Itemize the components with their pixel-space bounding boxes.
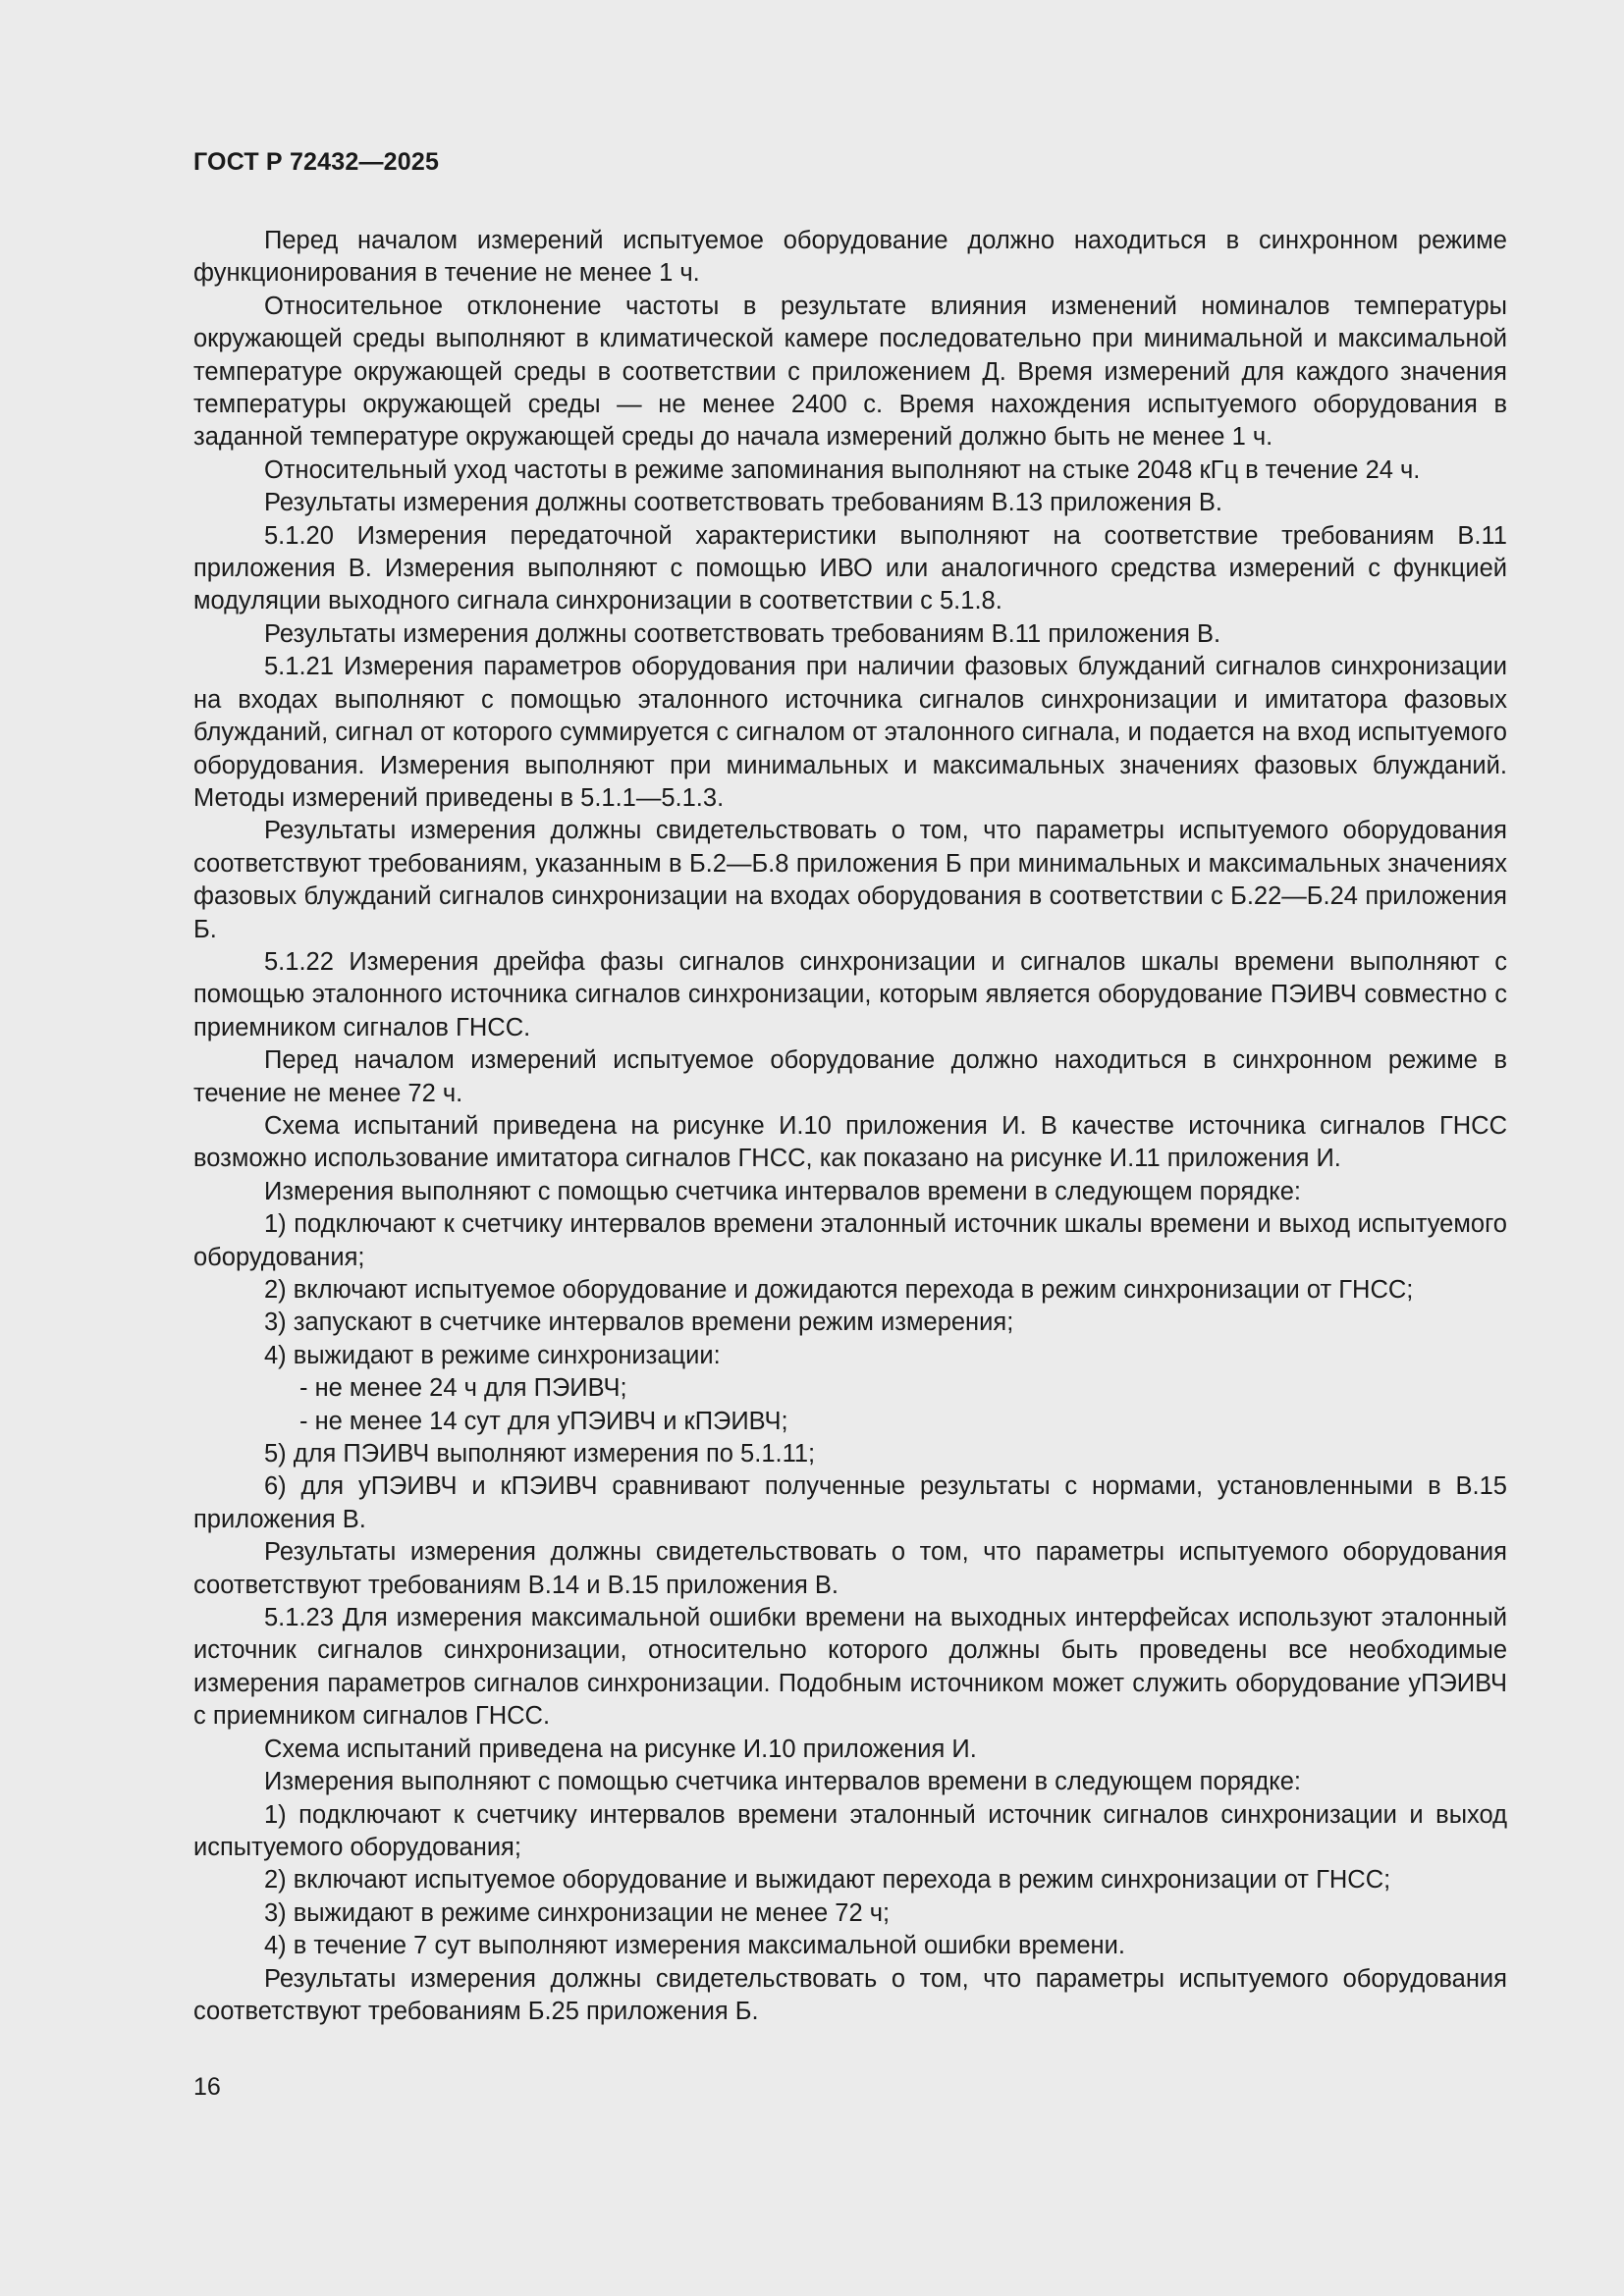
sub-list-item: - не менее 24 ч для ПЭИВЧ; xyxy=(299,1374,627,1403)
list-item: 6) для уПЭИВЧ и кПЭИВЧ сравнивают полученные результаты с нормами, установленными в В.15 приложения В. xyxy=(193,1472,1507,1533)
paragraph: Относительное отклонение частоты в результате влияния изменений номиналов температуры окружающей среды выполняют в климатической камере последовательно при минимальной и максимальной температуре окружающей среды в соответствии с приложением Д. Время измерений для каждого значения температуры окружающей среды — не менее 2400 с. Время нахождения испытуемого оборудования в заданной температуре окружающей среды до начала измерений должно быть не менее 1 ч. xyxy=(193,292,1507,452)
list-item: 2) включают испытуемое оборудование и выжидают перехода в режим синхронизации от ГНСС; xyxy=(264,1866,1391,1895)
paragraph: Результаты измерения должны соответствовать требованиям В.11 приложения В. xyxy=(264,619,1221,648)
paragraph: 5.1.23 Для измерения максимальной ошибки времени на выходных интерфейсах используют эталонный источник сигналов синхронизации, относительно которого должны быть проведены все необходимые измерения параметров сигналов синхронизации. Подобным источником может служить оборудование уПЭИВЧ с приемником сигналов ГНСС. xyxy=(193,1604,1507,1731)
paragraph: 5.1.22 Измерения дрейфа фазы сигналов синхронизации и сигналов шкалы времени выполняют с помощью эталонного источника сигналов синхронизации, которым является оборудование ПЭИВЧ совместно с приемником сигналов ГНСС. xyxy=(193,947,1507,1041)
list-item: 5) для ПЭИВЧ выполняют измерения по 5.1.11; xyxy=(264,1440,816,1468)
paragraph: Результаты измерения должны свидетельствовать о том, что параметры испытуемого оборудования соответствуют требованиям В.14 и В.15 приложения В. xyxy=(193,1538,1507,1599)
paragraph: 5.1.20 Измерения передаточной характеристики выполняют на соответствие требованиям В.11 приложения В. Измерения выполняют с помощью ИВО или аналогичного средства измерений с функцией модуляции выходного сигнала синхронизации в соответствии с 5.1.8. xyxy=(193,521,1507,615)
list-item: 4) в течение 7 сут выполняют измерения максимальной ошибки времени. xyxy=(264,1932,1125,1960)
sub-list-item: - не менее 14 сут для уПЭИВЧ и кПЭИВЧ; xyxy=(299,1407,788,1435)
list-item: 3) запускают в счетчике интервалов времени режим измерения; xyxy=(264,1308,1014,1337)
document-header: ГОСТ Р 72432—2025 xyxy=(193,148,440,176)
paragraph: Перед началом измерений испытуемое оборудование должно находиться в синхронном режиме функционирования в течение не менее 1 ч. xyxy=(193,227,1507,288)
paragraph: Измерения выполняют с помощью счетчика интервалов времени в следующем порядке: xyxy=(264,1768,1301,1796)
list-item: 1) подключают к счетчику интервалов времени эталонный источник шкалы времени и выход испытуемого оборудования; xyxy=(193,1210,1507,1271)
list-item: 1) подключают к счетчику интервалов времени эталонный источник сигналов синхронизации и выход испытуемого оборудования; xyxy=(193,1800,1507,1861)
document-body xyxy=(193,225,1507,2028)
paragraph: Результаты измерения должны свидетельствовать о том, что параметры испытуемого оборудования соответствуют требованиям Б.25 приложения Б. xyxy=(193,1964,1507,2025)
paragraph: Перед началом измерений испытуемое оборудование должно находиться в синхронном режиме в течение не менее 72 ч. xyxy=(193,1046,1507,1107)
page-number: 16 xyxy=(193,2073,221,2101)
paragraph: Результаты измерения должны свидетельствовать о том, что параметры испытуемого оборудования соответствуют требованиям, указанным в Б.2—Б.8 приложения Б при минимальных и максимальных значениях фазовых блужданий сигналов синхронизации на входах оборудования в соответствии с Б.22—Б.24 приложения Б. xyxy=(193,817,1507,943)
paragraph: Схема испытаний приведена на рисунке И.10 приложения И. xyxy=(264,1735,977,1763)
paragraph: Результаты измерения должны соответствовать требованиям В.13 приложения В. xyxy=(264,489,1222,517)
list-item: 3) выжидают в режиме синхронизации не менее 72 ч; xyxy=(264,1898,891,1927)
paragraph: Относительный уход частоты в режиме запоминания выполняют на стыке 2048 кГц в течение 24 ч. xyxy=(264,455,1421,484)
list-item: 2) включают испытуемое оборудование и дожидаются перехода в режим синхронизации от ГНСС; xyxy=(264,1276,1414,1304)
paragraph: 5.1.21 Измерения параметров оборудования при наличии фазовых блужданий сигналов синхронизации на входах выполняют с помощью эталонного источника сигналов синхронизации и имитатора фазовых блужданий, сигнал от которого суммируется с сигналом от эталонного сигнала, и подается на вход испытуемого оборудования. Измерения выполняют при минимальных и максимальных значениях фазовых блужданий. Методы измерений приведены в 5.1.1—5.1.3. xyxy=(193,653,1507,812)
paragraph: Измерения выполняют с помощью счетчика интервалов времени в следующем порядке: xyxy=(264,1177,1301,1205)
list-item: 4) выжидают в режиме синхронизации: xyxy=(264,1341,721,1369)
paragraph: Схема испытаний приведена на рисунке И.10 приложения И. В качестве источника сигналов ГНСС возможно использование имитатора сигналов ГНСС, как показано на рисунке И.11 приложения И. xyxy=(193,1111,1507,1173)
